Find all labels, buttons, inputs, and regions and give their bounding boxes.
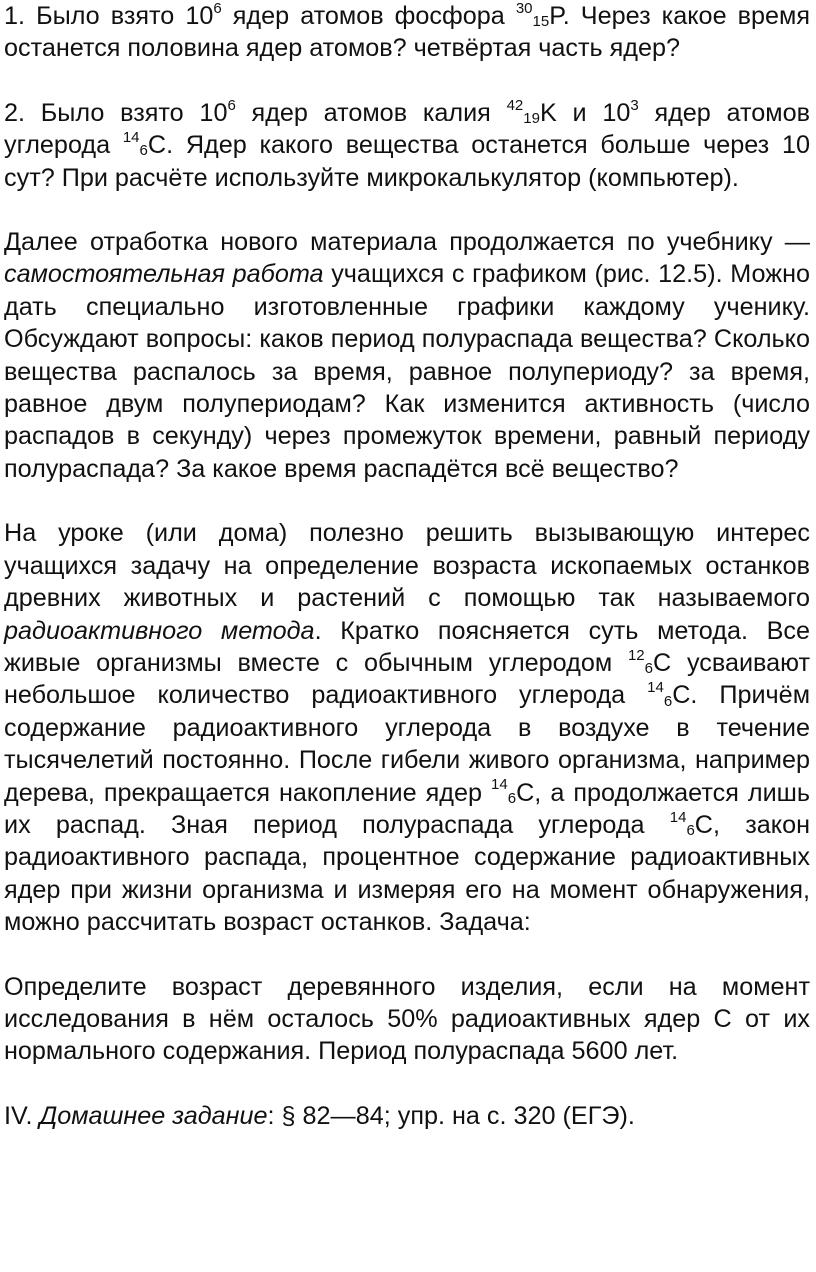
element-symbol: K bbox=[539, 98, 557, 127]
paragraph-self-study bbox=[4, 226, 810, 485]
text: . Через какое время останется половина ядер атомов? четвёртая часть ядер? bbox=[4, 2, 810, 63]
atomic-number: 6 bbox=[507, 789, 517, 807]
element-symbol: C bbox=[147, 131, 167, 160]
mass-number: 14 bbox=[122, 128, 140, 146]
element-symbol: C bbox=[694, 810, 713, 839]
atomic-number: 6 bbox=[644, 660, 653, 678]
section-number: IV. bbox=[4, 1101, 40, 1130]
text: ядер атомов углерода bbox=[4, 98, 810, 160]
element-symbol: C bbox=[516, 778, 535, 807]
text: . Кратко поясняется суть метода. Все живые организмы вместе с обычным углеродом bbox=[4, 616, 811, 677]
text: На уроке (или дома) полезно решить вызывающую интерес учащихся задачу на определение возраста ископаемых останков древних животных и растений с помощью так называемого bbox=[4, 519, 810, 613]
problem-2 bbox=[4, 97, 810, 194]
text: , а продолжается лишь их распад. Зная период полураспада углерода bbox=[4, 778, 810, 839]
element-symbol: C bbox=[652, 648, 672, 677]
mass-number: 42 bbox=[506, 96, 524, 114]
text: и 10 bbox=[556, 98, 631, 127]
mass-number: 30 bbox=[515, 0, 533, 17]
text: , закон радиоактивного распада, процентное содержание радиоактивных ядер при жизни организма и измеряя его на момент обнаружения, можно рассчитать возраст останков. Задача: bbox=[4, 810, 810, 937]
text: . Ядер какого вещества останется больше через 10 сут? При расчёте используйте микрокалькулятор (компьютер). bbox=[4, 131, 810, 192]
text: учащихся с графиком (рис. 12.5). Можно дать специально изготовленные графики каждому ученику. Обсуждают вопросы: каков период полураспада вещества? Сколько вещества распалось за время, равное полупериоду? за время, равное двум полупериодам? Как изменится активность (число распадов в секунду) через промежуток времени, равный периоду полураспада? За какое время распадётся всё вещество? bbox=[4, 260, 810, 483]
problem-1 bbox=[4, 0, 810, 65]
exponent: 3 bbox=[630, 96, 639, 114]
text: 1. Было взято 10 bbox=[4, 2, 214, 30]
atomic-number: 6 bbox=[663, 692, 673, 710]
paragraph-radiocarbon-method bbox=[4, 517, 810, 938]
italic-term: самостоятельная работа bbox=[4, 260, 324, 289]
text: . Причём содержание радиоактивного углерода в воздухе в течение тысячелетий постоянно. После гибели живого организма, например дерева, прекращается накопление ядер bbox=[4, 681, 811, 807]
exponent: 6 bbox=[213, 0, 222, 17]
exponent: 6 bbox=[227, 96, 236, 114]
atomic-number: 6 bbox=[686, 822, 695, 840]
element-symbol: C bbox=[672, 681, 691, 710]
text: 2. Было взято 10 bbox=[4, 98, 228, 127]
mass-number: 12 bbox=[627, 646, 645, 664]
mass-number: 14 bbox=[669, 808, 687, 826]
atomic-number: 15 bbox=[532, 13, 550, 31]
element-symbol: P bbox=[549, 2, 563, 30]
task-wooden-item-age: Определите возраст деревянного изделия, если на момент исследования в нём осталось 50% радиоактивных ядер C от их нормального содержания. Период полураспада 5600 лет. bbox=[4, 972, 810, 1066]
text: усваивают небольшое количество радиоактивного углерода bbox=[4, 648, 811, 710]
homework-line bbox=[4, 1100, 810, 1132]
italic-term: радиоактивного метода bbox=[4, 616, 315, 645]
text: : § 82—84; упр. на с. 320 (ЕГЭ). bbox=[267, 1101, 635, 1130]
text: ядер атомов калия bbox=[235, 98, 507, 127]
italic-term: Домашнее задание bbox=[39, 1101, 268, 1130]
text: Далее отработка нового материала продолжается по учебнику — bbox=[4, 228, 810, 257]
atomic-number: 6 bbox=[139, 142, 148, 160]
mass-number: 14 bbox=[647, 679, 664, 697]
text: ядер атомов фосфора bbox=[221, 2, 516, 30]
atomic-number: 19 bbox=[523, 110, 540, 128]
mass-number: 14 bbox=[491, 776, 508, 794]
